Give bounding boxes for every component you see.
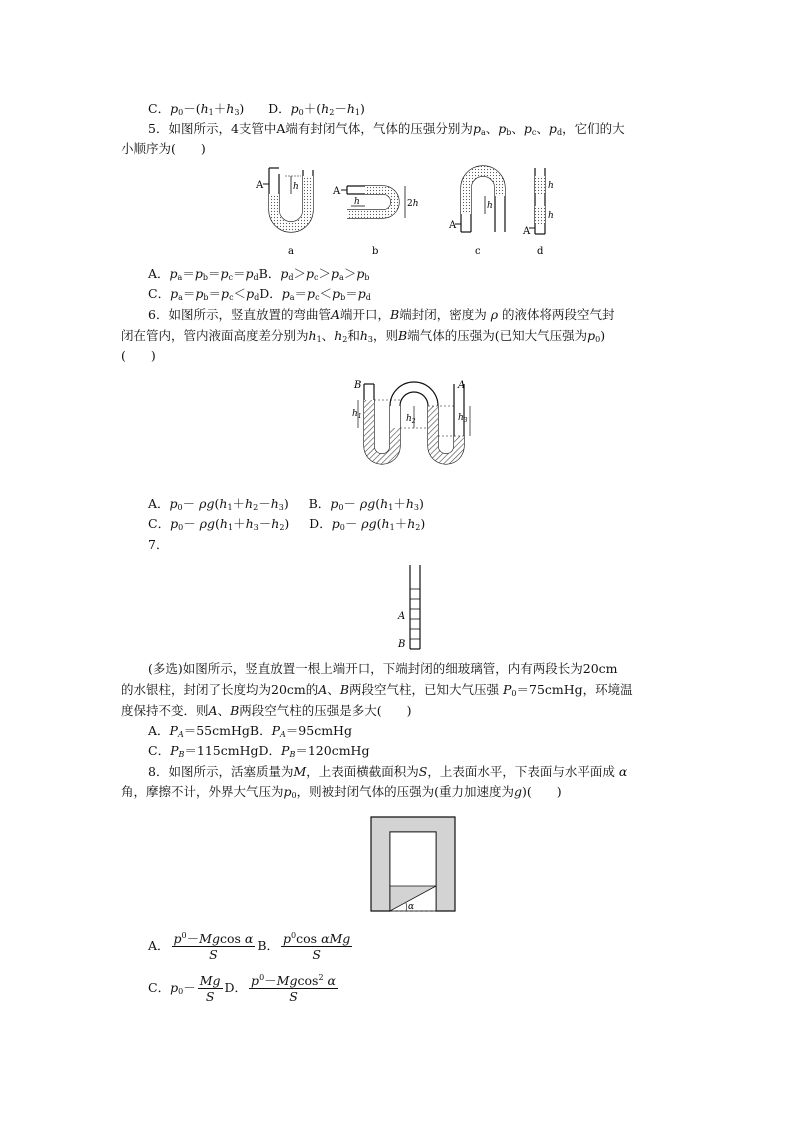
q7-number: 7． <box>148 537 169 552</box>
svg-text:A: A <box>333 186 341 197</box>
svg-text:h3: $h_3$ <box>458 413 468 424</box>
svg-text:A: A <box>256 180 264 191</box>
q7-options-cd: C．$P_B=115cmHgD$．$P_B=120cmHg$ <box>148 743 370 759</box>
svg-text:A: A <box>449 220 457 231</box>
q8-figure <box>368 814 458 916</box>
q5-label-c: c <box>475 246 481 257</box>
q5-tube-d <box>522 168 554 257</box>
svg-text:A: A <box>458 380 466 391</box>
q8-stem-line2: 角，摩擦不计，外界大气压为$p_0$，则被封闭气体的压强为(重力加速度为g)( ) <box>121 784 562 800</box>
q7-stem-line2: 的水银柱，封闭了长度均为20cm的A、B两段空气柱，已知大气压强 $P_0=75cmHg$，环境温 <box>121 682 633 698</box>
q6-options-ab: A．$p_0- \rho g(h_1+h_2-h_3)$ B．$p_0- \rho g(h_1+h_3)$ <box>148 496 424 512</box>
q5-options-cd: C．$p_a=p_b=p_c<p_dD$．$p_a=p_c<p_b=p_d$ <box>148 286 371 302</box>
svg-text:h1: $h_1$ <box>352 409 362 420</box>
q6-options-cd: C．$p_0- \rho g(h_1+h_3-h_2)$ D．$p_0- \rho g(h_1+h_2)$ <box>148 516 426 532</box>
q7-label-a: A <box>398 611 406 622</box>
q4-options: C．$p_0-(h_1+h_3)$ D．$p_0+(h_2-h_1)$ <box>148 101 365 117</box>
q7-label-b: B <box>398 639 406 650</box>
q8-options-cd: C．$p_0-$ $\frac{Mg}{S}$ D． $\frac{p^0-Mgcos^2 \alpha}{S}$ <box>148 973 336 1004</box>
q5-label-a: a <box>288 246 294 257</box>
q7-stem-line3: 度保持不变．则A、B两段空气柱的压强是多大( ) <box>121 703 412 718</box>
svg-text:h: h <box>487 201 493 211</box>
q5-stem-line2: 小顺序为( ) <box>121 141 206 156</box>
svg-text:2h: 2h <box>407 199 419 209</box>
q7-stem-line1: (多选)如图所示，竖直放置一根上端开口，下端封闭的细玻璃管，内有两段长为20cm <box>148 661 618 676</box>
q5-stem-line1: 5．如图所示，4支管中A端有封闭气体，气体的压强分别为$p_a$、$p_b$、$p_c$、$p_d$，它们的大 <box>148 121 625 137</box>
q5-label-d: d <box>537 246 544 257</box>
q5-options-ab: A．$p_a=p_b=p_c=p_dB$．$p_d>p_c>p_a>p_b$ <box>148 266 370 282</box>
svg-text:A: A <box>523 226 531 237</box>
q8-angle-label: α <box>408 902 415 912</box>
q5-figure <box>255 162 555 258</box>
q5-label-b: b <box>372 246 379 257</box>
q7-options-ab: A．$P_A=55cmHgB$．$P_A=95cmHg$ <box>148 723 352 739</box>
q5-tube-b <box>332 186 419 257</box>
q7-figure <box>394 563 434 653</box>
q6-stem-line3: ( ) <box>121 348 156 363</box>
q6-figure <box>350 376 476 486</box>
q5-tube-c <box>448 166 505 257</box>
svg-text:h: h <box>354 197 360 207</box>
svg-text:h: h <box>293 182 299 192</box>
svg-text:h: h <box>548 181 554 191</box>
svg-text:B: B <box>354 380 362 391</box>
q6-stem-line1: 6．如图所示，竖直放置的弯曲管A端开口，B端封闭，密度为 ρ 的液体将两段空气封 <box>148 307 615 322</box>
q6-stem-line2: 闭在管内，管内液面高度差分别为$h_1$、$h_2$和$h_3$，则B端气体的压强为(已知大气压强为$p_0$) <box>121 328 606 344</box>
svg-text:h: h <box>548 211 554 221</box>
svg-text:h2: $h_2$ <box>406 414 416 425</box>
q8-stem-line1: 8．如图所示，活塞质量为M，上表面横截面积为S，上表面水平，下表面与水平面成 α <box>148 764 628 779</box>
q5-tube-a <box>255 168 313 257</box>
q8-options-ab: A． $\frac{p^0-Mgcos \alpha}{S}$ B． $\frac{p^0\cos \alpha Mg}{S}$ <box>148 931 351 962</box>
